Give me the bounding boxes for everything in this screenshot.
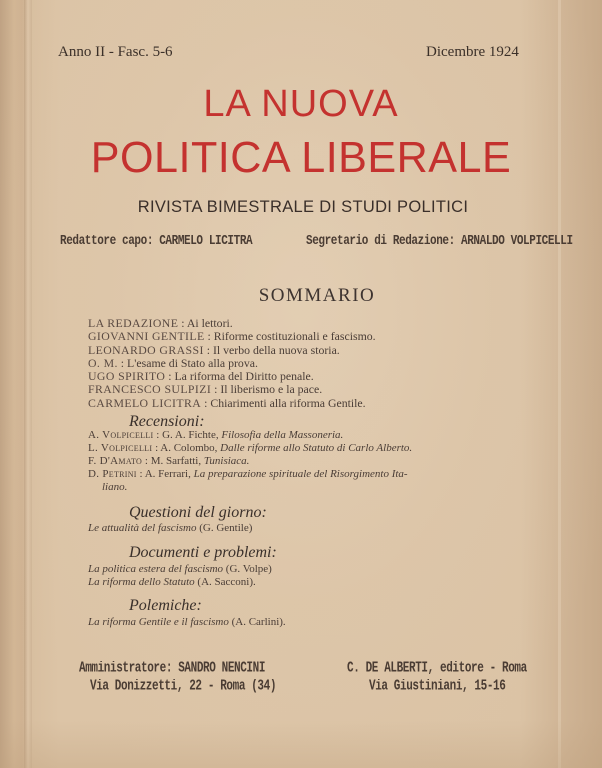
- administrator: Amministratore: SANDRO NENCINI: [79, 661, 266, 677]
- administrator-address: Via Donizzetti, 22 - Roma (34): [90, 679, 277, 695]
- polemics-entry: [88, 616, 286, 629]
- editorial-secretary: Segretario di Redazione: ARNALDO VOLPICELLI: [306, 234, 573, 249]
- article-author: FRANCESCO SULPIZI: [88, 382, 212, 397]
- article-title: La riforma del Diritto penale.: [174, 369, 314, 384]
- article-title: Il verbo della nuova storia.: [212, 342, 340, 357]
- questions-heading: Questioni del giorno:: [129, 504, 267, 521]
- review-entry: D. Petrini : A. Ferrari, La preparazione spirituale del Risorgimento Ita-: [88, 468, 408, 480]
- article-entry: CARMELO LICITRA : Chiarimenti alla riforma Gentile.: [88, 395, 366, 410]
- article-title: Riforme costituzionali e fascismo.: [213, 329, 376, 344]
- paper-stain: [0, 720, 602, 768]
- reviewer: L. Volpicelli: [88, 442, 153, 454]
- issue-info: Anno II - Fasc. 5-6: [58, 44, 173, 60]
- article-author: LA REDAZIONE: [88, 316, 179, 330]
- article-entry: FRANCESCO SULPIZI : Il liberismo e la pace.: [88, 382, 323, 397]
- book-title: Dalle riforme allo Statuto di Carlo Alberto.: [220, 442, 413, 454]
- contents-heading: SOMMARIO: [258, 285, 376, 306]
- documents-entry: [88, 563, 272, 576]
- reviews-list: [88, 429, 508, 494]
- article-title: Il liberismo e la pace.: [220, 382, 323, 397]
- reviewer: D. Petrini: [88, 468, 137, 480]
- questions-entry: [88, 522, 252, 535]
- article-entry: GIOVANNI GENTILE : Riforme costituzionali e fascismo.: [88, 329, 376, 344]
- book-title-continuation: liano.: [102, 481, 128, 493]
- review-entry: A. Volpicelli : G. A. Fichte, Filosofia della Massoneria.: [88, 429, 344, 441]
- book-author: G. A. Fichte,: [162, 429, 219, 441]
- book-author: A. Ferrari,: [144, 468, 191, 480]
- book-title: La preparazione spirituale del Risorgimento Ita-: [193, 468, 408, 480]
- book-author: A. Colombo,: [160, 442, 218, 454]
- review-entry: F. D'Amato : M. Sarfatti, Tunisiaca.: [88, 455, 250, 467]
- book-author: M. Sarfatti,: [150, 455, 202, 467]
- entry-title: La riforma dello Statuto: [88, 576, 195, 588]
- article-list: [88, 317, 376, 410]
- polemics-heading: Polemiche:: [129, 597, 202, 614]
- publisher-address: Via Giustiniani, 15-16: [369, 679, 506, 695]
- reviews-heading: Recensioni:: [129, 413, 205, 430]
- article-author: GIOVANNI GENTILE: [88, 329, 205, 344]
- article-author: O. M.: [88, 355, 118, 370]
- entry-title: Le attualità del fascismo: [88, 522, 197, 534]
- entry-author: (G. Volpe): [225, 563, 272, 575]
- documents-heading: Documenti e problemi:: [129, 544, 277, 561]
- article-entry: LEONARDO GRASSI : Il verbo della nuova storia.: [88, 342, 340, 357]
- article-entry: UGO SPIRITO : La riforma del Diritto penale.: [88, 369, 314, 384]
- article-title: Ai lettori.: [186, 316, 233, 330]
- masthead-title-line1: LA NUOVA: [203, 83, 399, 125]
- issue-date: Dicembre 1924: [426, 44, 519, 60]
- article-author: LEONARDO GRASSI: [88, 342, 204, 357]
- entry-author: (A. Carlini).: [231, 616, 286, 628]
- masthead-title-line2: POLITICA LIBERALE: [90, 133, 512, 182]
- masthead-subtitle: RIVISTA BIMESTRALE DI STUDI POLITICI: [137, 198, 469, 216]
- questions-list: [88, 522, 252, 535]
- article-author: UGO SPIRITO: [88, 369, 166, 384]
- publisher: C. DE ALBERTI, editore - Roma: [347, 661, 527, 677]
- entry-author: (G. Gentile): [199, 522, 253, 534]
- book-title: Filosofia della Massoneria.: [221, 429, 344, 441]
- article-entry: LA REDAZIONE : Ai lettori.: [88, 316, 233, 330]
- article-title: L'esame di Stato alla prova.: [127, 355, 258, 370]
- documents-entry: [88, 576, 272, 589]
- entry-author: (A. Sacconi).: [197, 576, 256, 588]
- article-entry: O. M. : L'esame di Stato alla prova.: [88, 355, 258, 370]
- review-entry: L. Volpicelli : A. Colombo, Dalle riforme allo Statuto di Carlo Alberto.: [88, 442, 413, 454]
- reviewer: A. Volpicelli: [88, 429, 154, 441]
- article-title: Chiarimenti alla riforma Gentile.: [210, 395, 366, 410]
- reviewer: F. D'Amato: [88, 455, 143, 467]
- book-title: Tunisiaca.: [203, 455, 250, 467]
- article-author: CARMELO LICITRA: [88, 395, 202, 410]
- entry-title: La riforma Gentile e il fascismo: [88, 616, 229, 628]
- entry-title: La politica estera del fascismo: [88, 563, 224, 575]
- documents-list: [88, 563, 272, 589]
- editor-in-chief: Redattore capo: CARMELO LICITRA: [60, 234, 253, 249]
- polemics-list: [88, 616, 286, 629]
